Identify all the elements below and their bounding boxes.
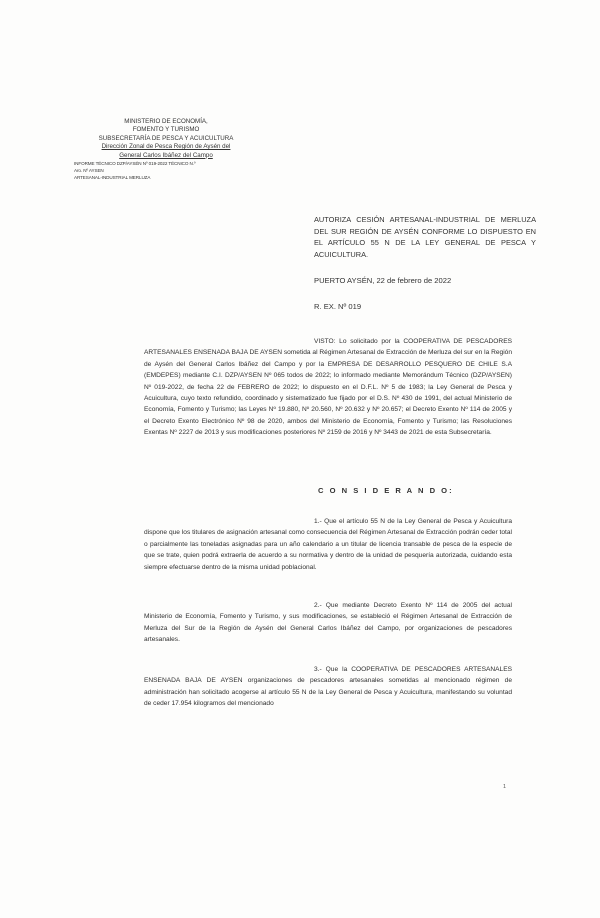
header-informe: INFORME TÉCNICO DZP/AYSÉN Nº 019-2022 TÉCNICO N.º: [74, 161, 196, 167]
header-direccion: Dirección Zonal de Pesca Región de Aysén del: [101, 143, 231, 151]
header-subject: ARTESANAL-INDUSTRIAL MERLUZA: [74, 175, 151, 181]
considerando-heading: C O N S I D E R A N D O:: [318, 486, 454, 495]
header-region: General Carlos Ibáñez del Campo: [119, 151, 213, 159]
resolution-number: R. EX. Nº 019: [314, 302, 362, 311]
visto-paragraph: VISTO: Lo solicitado por la COOPERATIVA DE PESCADORES ARTESANALES ENSENADA BAJA DE AYSEN sometida al Régimen Artesanal de Extracción de Merluza del sur en la Región de Aysén del General Carlos Ibáñez del Campo y por la EMPRESA DE DESARROLLO PESQUERO DE CHILE S.A (EMDEPES) mediante C.I. DZP/AYSEN Nº 065 todos de 2022; lo informado mediante Memorándum Técnico (DZP/AYSEN) Nº 019-2022, de fecha 22 de FEBRERO de 2022; lo dispuesto en el D.F.L. Nº 5 de 1983; la Ley General de Pesca y Acuicultura, cuyo texto refundido, coordinado y sistematizado fue fijado por el D.S. Nº 430 de 1991, del actual Ministerio de Economía, Fomento y Turismo; las Leyes Nº 19.880, Nº 20.560, Nº 20.632 y Nº 20.657; el Decreto Exento Nº 114 de 2005 y el Decreto Exento Electrónico Nº 98 de 2020, ambos del Ministerio de Economía, Fomento y Turismo; las Resoluciones Exentas Nº 2227 de 2013 y sus modificaciones posteriores Nº 2159 de 2016 y Nº 3443 de 2021 de esta Subsecretaría.: [144, 338, 512, 437]
resolution-title: AUTORIZA CESIÓN ARTESANAL-INDUSTRIAL DE MERLUZA DEL SUR REGIÓN DE AYSÉN CONFORME LO DISPUESTO EN EL ARTÍCULO 55 N DE LA LEY GENERAL DE PESCA Y ACUICULTURA.: [314, 215, 536, 259]
header-ref: Aro. Nº AYSEN: [74, 168, 104, 174]
considerando-2: 2.- Que mediante Decreto Exento Nº 114 de 2005 del actual Ministerio de Economía, Fomento y Turismo, y sus modificaciones, se estableció el Régimen Artesanal de Extracción de Merluza del Sur de la Región de Aysén del General Carlos Ibáñez del Campo, por organizaciones de pescadores artesanales.: [144, 602, 512, 644]
considerando-3: 3.- Que la COOPERATIVA DE PESCADORES ARTESANALES ENSENADA BAJA DE AYSEN organizaciones de pescadores artesanales sometidas al mencionado régimen de administración han solicitado acogerse al artículo 55 N de la Ley General de Pesca y Acuicultura, manifestando su voluntad de ceder 17.954 kilogramos del mencionado: [144, 666, 512, 708]
considerando-1: 1.- Que el artículo 55 N de la Ley General de Pesca y Acuicultura dispone que los titulares de asignación artesanal como consecuencia del Régimen Artesanal de Extracción podrán ceder total o parcialmente las toneladas asignadas para un año calendario a un titular de licencia transable de pesca de la especie de que se trate, quien podrá extraerla de acuerdo a su normativa y dentro de la unidad de pesquería autorizada, cuidando esta siempre efectuarse dentro de la misma unidad poblacional.: [144, 518, 512, 571]
place-date: PUERTO AYSÉN, 22 de febrero de 2022: [314, 276, 452, 285]
header-subsecretaria: SUBSECRETARÍA DE PESCA Y ACUICULTURA: [98, 134, 234, 142]
ministry-header: [66, 118, 266, 181]
header-ministry: MINISTERIO DE ECONOMÍA,: [124, 118, 208, 125]
header-ministry-2: FOMENTO Y TURISMO: [132, 126, 200, 134]
page-number: 1: [502, 784, 506, 790]
